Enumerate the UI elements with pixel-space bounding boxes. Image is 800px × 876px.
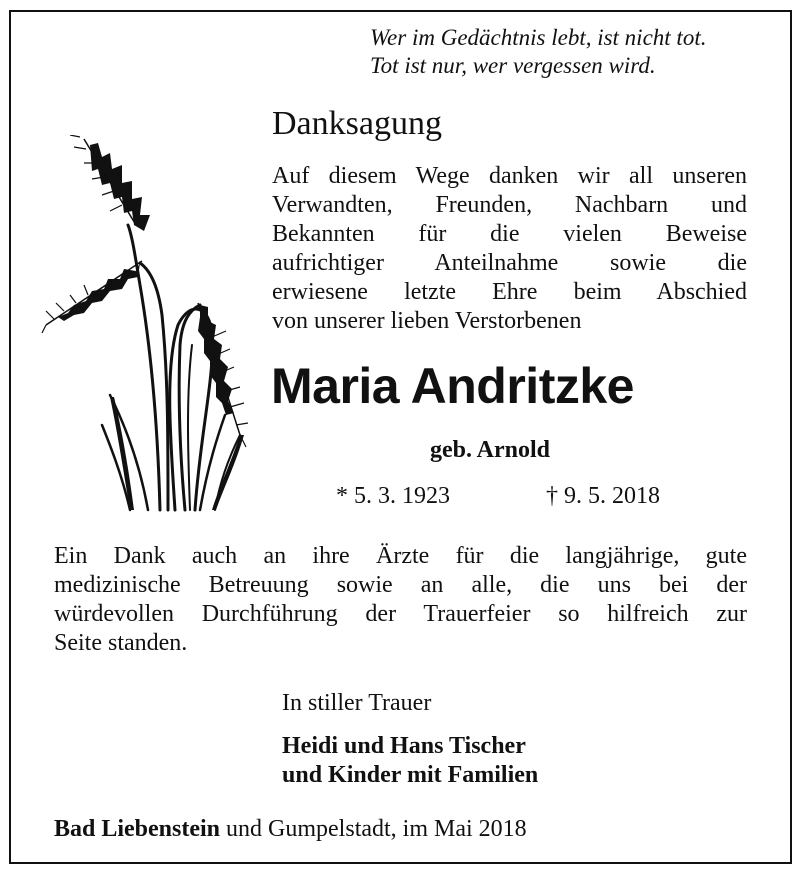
page-title: Danksagung — [272, 105, 442, 142]
mourning-text: In stiller Trauer — [282, 690, 432, 716]
intro-line: aufrichtiger Anteilnahme sowie die — [272, 250, 747, 276]
intro-line: Bekannten für die vielen Beweise — [272, 221, 747, 247]
intro-line: Verwandten, Freunden, Nachbarn und — [272, 192, 747, 218]
thanks-line: würdevollen Durchführung der Trauerfeier so hilfreich zur — [54, 601, 747, 627]
intro-paragraph — [272, 162, 747, 336]
family-line-1: Heidi und Hans Tischer — [282, 733, 526, 759]
thanks-line: Ein Dank auch an ihre Ärzte für die langjährige, gute — [54, 543, 747, 569]
death-date: † 9. 5. 2018 — [546, 483, 660, 509]
wheat-ears-icon — [40, 135, 255, 515]
motto-quote — [370, 24, 750, 80]
place-bold: Bad Liebenstein — [54, 816, 221, 842]
deceased-name: Maria Andritzke — [271, 358, 634, 414]
thanks-line: medizinische Betreuung sowie an alle, die uns bei der — [54, 572, 747, 598]
intro-line: von unserer lieben Verstorbenen — [272, 308, 582, 334]
intro-line: Auf diesem Wege danken wir all unseren — [272, 163, 747, 189]
family-signature — [282, 732, 538, 790]
thanks-paragraph — [54, 542, 747, 658]
intro-line: erwiesene letzte Ehre beim Abschied — [272, 279, 747, 305]
maiden-name: geb. Arnold — [430, 437, 551, 463]
place-and-date — [54, 814, 527, 844]
birth-date: * 5. 3. 1923 — [336, 483, 450, 509]
place-rest: und Gumpelstadt, im Mai 2018 — [220, 816, 527, 842]
motto-line-1: Wer im Gedächtnis lebt, ist nicht tot. — [370, 25, 707, 50]
motto-line-2: Tot ist nur, wer vergessen wird. — [370, 53, 656, 78]
thanks-line: Seite standen. — [54, 630, 188, 656]
family-line-2: und Kinder mit Familien — [282, 762, 539, 788]
